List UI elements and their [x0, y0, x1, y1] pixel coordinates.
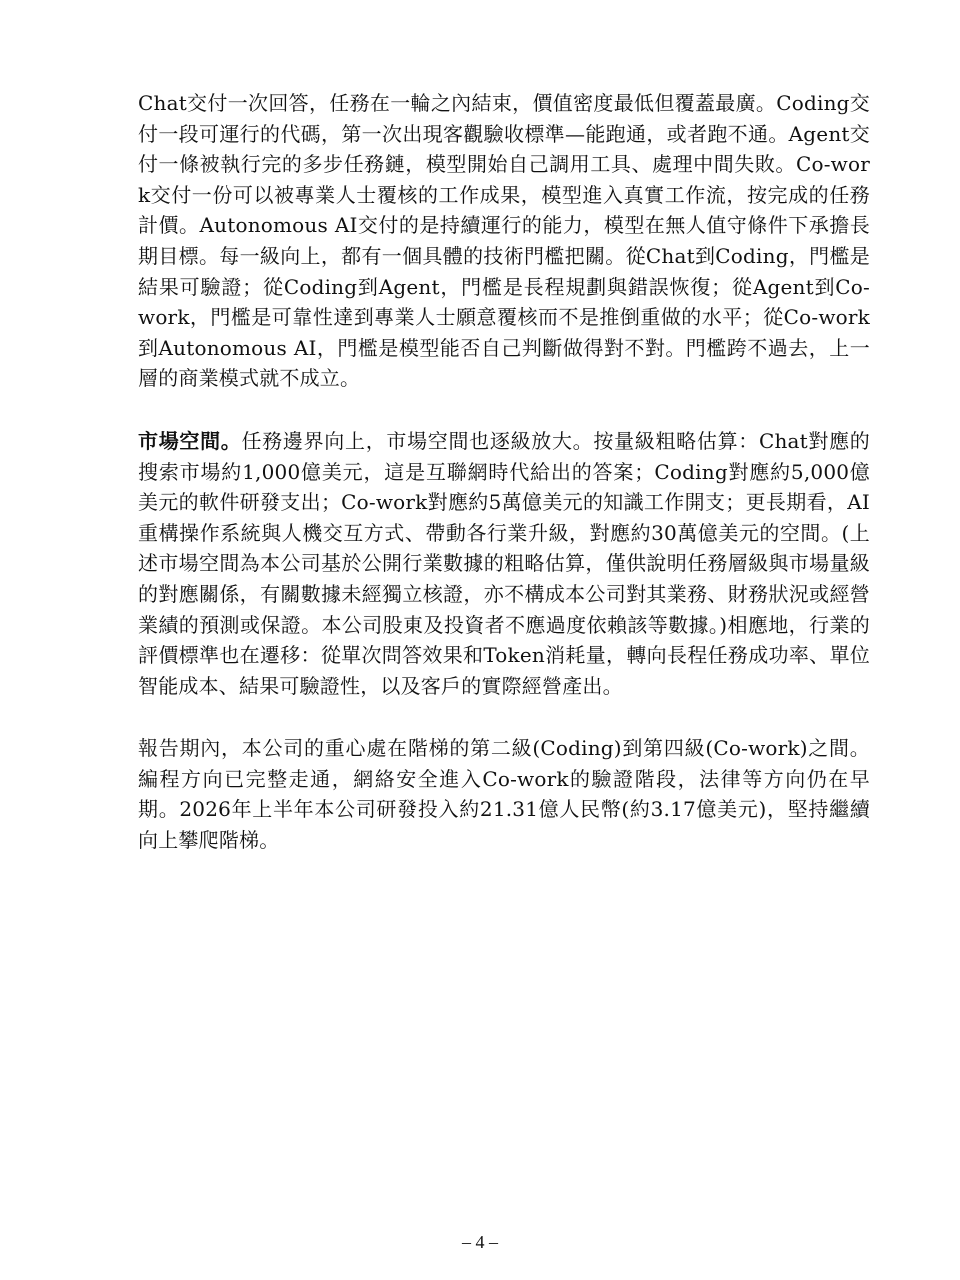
paragraph-heading-market-space: 市場空間。 [138, 428, 242, 453]
document-body [138, 88, 870, 856]
page-number: – 4 – [462, 1232, 498, 1252]
paragraph-task-levels: Chat交付一次回答，任務在一輪之內結束，價值密度最低但覆蓋最廣。Coding交付一段可運行的代碼，第一次出現客觀驗收標準—能跑通，或者跑不通。Agent交付一條被執行完的多步任務鏈，模型開始自己調用工具、處理中間失敗。Co-work交付一份可以被專業人士覆核的工作成果，模型進入真實工作流，按完成的任務計價。Autonomous AI交付的是持續運行的能力，模型在無人值守條件下承擔長期目標。每一級向上，都有一個具體的技術門檻把關。從Chat到Coding，門檻是結果可驗證；從Coding到Agent，門檻是長程規劃與錯誤恢復；從Agent到Co-work，門檻是可靠性達到專業人士願意覆核而不是推倒重做的水平；從Co-work到Autonomous AI，門檻是模型能否自己判斷做得對不對。門檻跨不過去，上一層的商業模式就不成立。 [138, 91, 870, 391]
paragraph-market-space [138, 426, 870, 701]
paragraph-market-space-body: 任務邊界向上，市場空間也逐級放大。按量級粗略估算：Chat對應的搜索市場約1,000億美元，這是互聯網時代給出的答案；Coding對應約5,000億美元的軟件研發支出；Co-work對應約5萬億美元的知識工作開支；更長期看，AI重構操作系統與人機交互方式、帶動各行業升級，對應約30萬億美元的空間。(上述市場空間為本公司基於公開行業數據的粗略估算，僅供說明任務層級與市場量級的對應關係，有關數據未經獨立核證，亦不構成本公司對其業務、財務狀況或經營業績的預測或保證。本公司股東及投資者不應過度依賴該等數據。)相應地，行業的評價標準也在遷移：從單次問答效果和Token消耗量，轉向長程任務成功率、單位智能成本、結果可驗證性，以及客戶的實際經營產出。 [138, 428, 871, 698]
paragraph-reporting-period: 報告期內，本公司的重心處在階梯的第二級(Coding)到第四級(Co-work)之間。編程方向已完整走通，網絡安全進入Co-work的驗證階段，法律等方向仍在早期。2026年上半年本公司研發投入約21.31億人民幣(約3.17億美元)，堅持繼續向上攀爬階梯。 [138, 736, 870, 853]
